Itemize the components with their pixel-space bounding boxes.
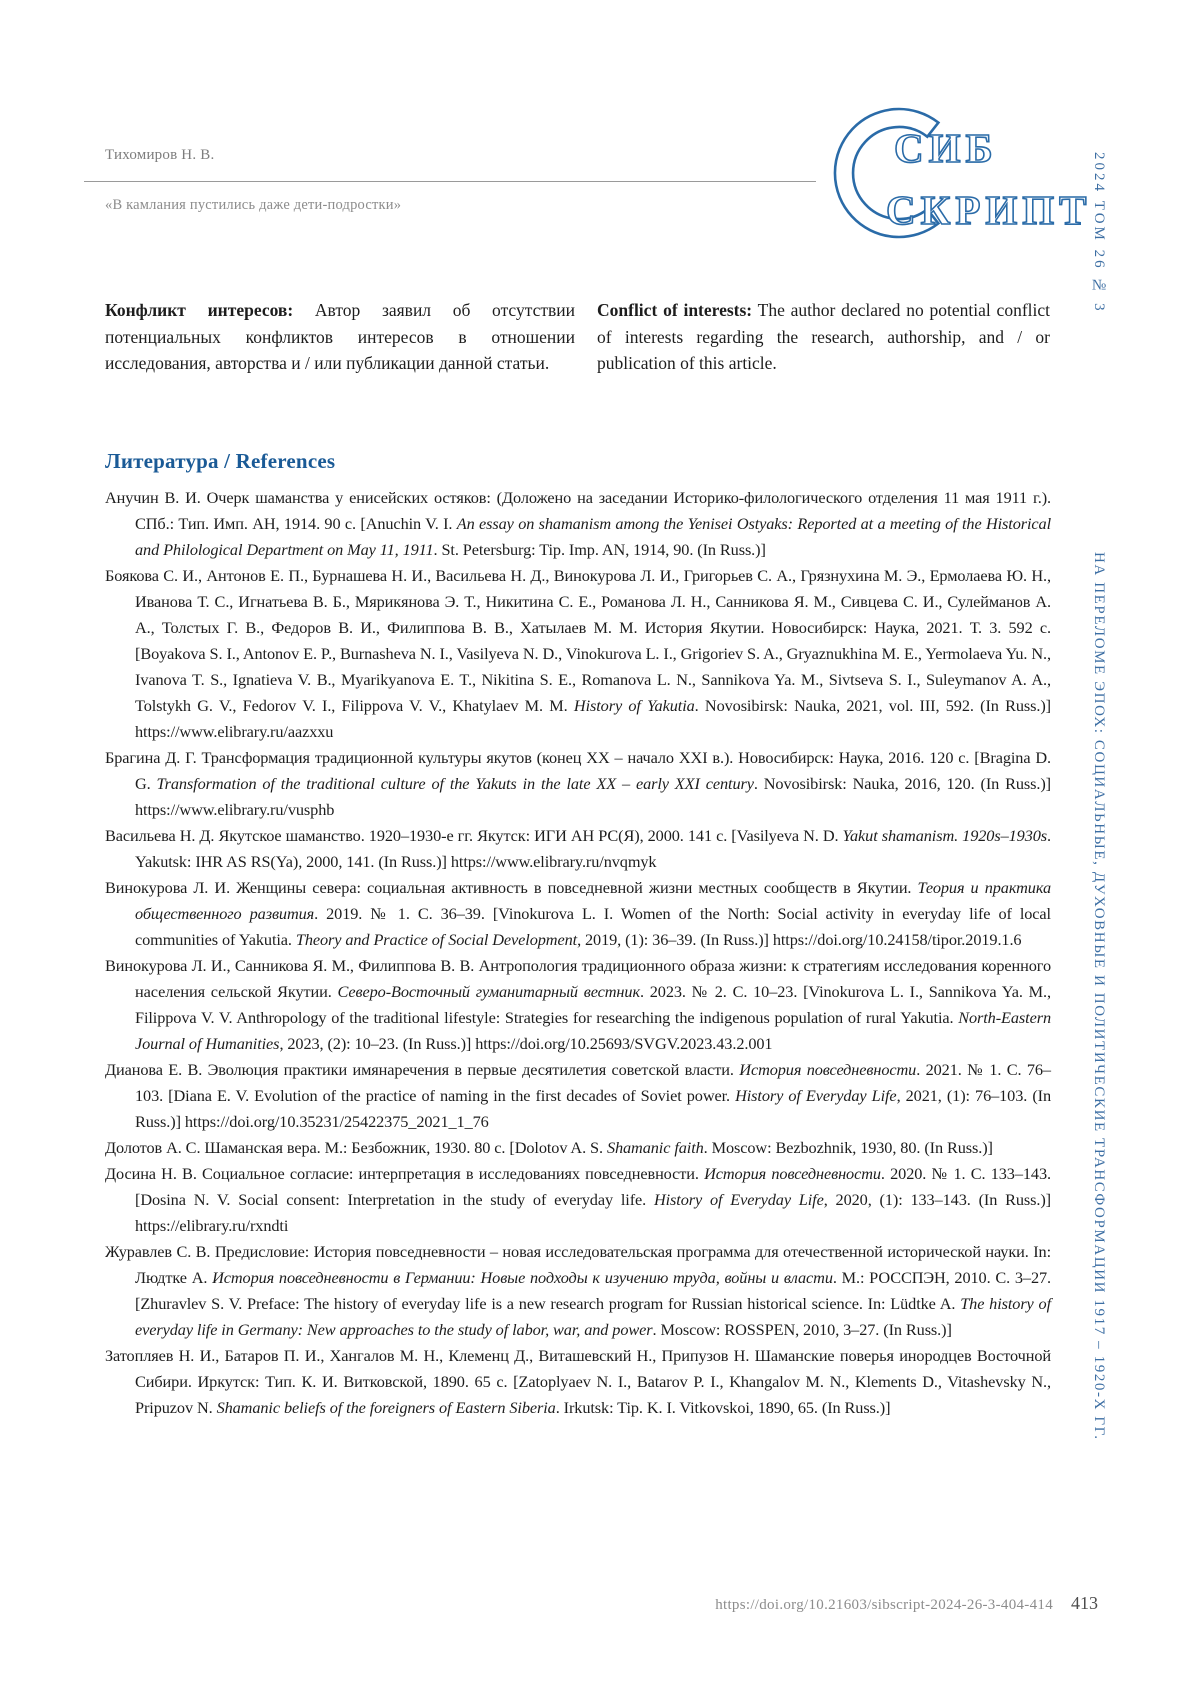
reference-item: [105, 1239, 1051, 1343]
reference-text: . Moscow: ROSSPEN, 2010, 3–27. (In Russ.)]: [652, 1320, 952, 1339]
running-head-author: Тихомиров Н. В.: [105, 147, 215, 163]
reference-title-italic: History of Yakutia: [573, 696, 695, 715]
reference-title-italic: История повседневности: [739, 1060, 917, 1079]
references-list: [105, 485, 1051, 1421]
reference-title-italic: Transformation of the traditional culture of the Yakuts in the late XX – early XXI century: [156, 774, 754, 793]
reference-title-italic: North-Eastern Journal of Humanities: [135, 1008, 1051, 1053]
reference-item: [105, 953, 1051, 1057]
reference-text: Затопляев Н. И., Батаров П. И., Хангалов М. Н., Клеменц Д., Виташевский Н., Припузов Н. Шаманские поверья инородцев Восточной Сибири. Иркутск: Тип. К. И. Витковской, 1890. 65 с. [Zatoplyaev N. I., Batarov P. I., Khangalov M. N., Klements D., Vitashevsky N., Pripuzov N.: [105, 1346, 1051, 1417]
reference-text: Винокурова Л. И. Женщины севера: социальная активность в повседневной жизни местных сообществ в Якутии.: [105, 878, 918, 897]
reference-text: . 2020. № 1. С. 133–143. [Dosina N. V. Social consent: Interpretation in the study of everyday life.: [135, 1164, 1051, 1209]
reference-item: [105, 1161, 1051, 1239]
logo-line1: СИБ: [894, 125, 998, 171]
reference-text: Васильева Н. Д. Якутское шаманство. 1920–1930-е гг. Якутск: ИГИ АН РС(Я), 2000. 141 с. [Vasilyeva N. D.: [105, 826, 843, 845]
reference-text: . Moscow: Bezbozhnik, 1930, 80. (In Russ.)]: [703, 1138, 993, 1157]
reference-title-italic: Yakut shamanism. 1920s–1930s: [842, 826, 1048, 845]
conflict-ru-label: Конфликт интересов:: [105, 300, 294, 320]
running-head-article-title: «В камлания пустились даже дети-подростки»: [105, 197, 402, 213]
conflict-en: [597, 297, 1050, 377]
reference-item: [105, 1343, 1051, 1421]
conflict-ru: [105, 297, 575, 377]
reference-text: . 2023. № 2. С. 10–23. [Vinokurova L. I., Sannikova Ya. M., Filippova V. V. Anthropology of the traditional lifestyle: Strategies for researching the indigenous population of rural Yakutia.: [135, 982, 1051, 1027]
reference-text: Боякова С. И., Антонов Е. П., Бурнашева Н. И., Васильева Н. Д., Винокурова Л. И., Григорьев С. А., Грязнухина М. Э., Ермолаева Ю. Н., Иванова Т. С., Игнатьева В. Б., Мярикянова Э. Т., Никитина С. Е., Романова Л. Н., Санникова Я. М., Сивцева С. И., Сулейманов А. А., Толстых Г. В., Федоров В. И., Филиппова В. В., Хатылаев М. М. История Якутии. Новосибирск: Наука, 2021. Т. 3. 592 с. [Boyakova S. I., Antonov E. P., Burnasheva N. I., Vasilyeva N. D., Vinokurova L. I., Grigoriev S. A., Gryaznukhina M. E., Yermolaeva Yu. N., Ivanova T. S., Ignatieva V. B., Myarikyanova E. T., Nikitina S. E., Romanova L. N., Sannikova Ya. M., Sivtseva S. I., Suleymanov A. A., Tolstykh G. V., Fedorov V. I., Filippova V. V., Khatylaev M. M.: [105, 566, 1051, 715]
reference-text: , 2021, (1): 76–103. (In Russ.)] https://doi.org/10.35231/25422375_2021_1_76: [135, 1086, 1052, 1131]
reference-item: [105, 563, 1051, 745]
reference-text: Журавлев С. В. Предисловие: История повседневности – новая исследовательская программа для отечественной исторической науки. In: Людтке А.: [105, 1242, 1051, 1287]
reference-item: [105, 875, 1051, 953]
reference-text: , 2023, (2): 10–23. (In Russ.)] https://doi.org/10.25693/SVGV.2023.43.2.001: [279, 1034, 773, 1053]
reference-title-italic: Shamanic beliefs of the foreigners of Eastern Siberia: [216, 1398, 556, 1417]
sidebar-section-label: НА ПЕРЕЛОМЕ ЭПОХ: СОЦИАЛЬНЫЕ, ДУХОВНЫЕ И ПОЛИТИЧЕСКИЕ ТРАНСФОРМАЦИИ 1917 – 1920-Х ГГ.: [1091, 552, 1107, 1441]
reference-title-italic: История повседневности в Германии: Новые подходы к изучению труда, войны и власти: [212, 1268, 833, 1287]
sibscript-logo-icon: [830, 100, 1092, 250]
reference-item: [105, 823, 1051, 875]
footer-doi: https://doi.org/10.21603/sibscript-2024-26-3-404-414: [715, 1597, 1053, 1613]
reference-text: Анучин В. И. Очерк шаманства у енисейских остяков: (Доложено на заседании Историко-филологического отделения 11 мая 1911 г.). СПб.: Тип. Имп. АН, 1914. 90 с. [Anuchin V. I.: [105, 488, 1051, 533]
reference-text: . 2019. № 1. С. 36–39. [Vinokurova L. I. Women of the North: Social activity in everyday life of local communities of Yakutia.: [135, 904, 1051, 949]
conflict-en-label: Conflict of interests:: [597, 300, 753, 320]
reference-title-italic: Северо-Восточный гуманитарный вестник: [337, 982, 640, 1001]
reference-text: . М.: РОССПЭН, 2010. С. 3–27. [Zhuravlev S. V. Preface: The history of everyday life is a new research program for Russian historical science. In: Lüdtke A.: [135, 1268, 1051, 1313]
reference-text: , 2019, (1): 36–39. (In Russ.)] https://doi.org/10.24158/tipor.2019.1.6: [577, 930, 1022, 949]
reference-text: . Yakutsk: IHR AS RS(Ya), 2000, 141. (In Russ.)] https://www.elibrary.ru/nvqmyk: [135, 826, 1051, 871]
reference-title-italic: Теория и практика общественного развития: [135, 878, 1051, 923]
reference-text: . 2021. № 1. С. 76–103. [Diana E. V. Evolution of the practice of naming in the first decades of Soviet power.: [135, 1060, 1051, 1105]
reference-text: . Novosibirsk: Nauka, 2016, 120. (In Russ.)] https://www.elibrary.ru/vusphb: [135, 774, 1051, 819]
reference-title-italic: Shamanic faith: [606, 1138, 704, 1157]
reference-text: . St. Petersburg: Tip. Imp. AN, 1914, 90. (In Russ.)]: [433, 540, 766, 559]
reference-text: Дианова Е. В. Эволюция практики имянаречения в первые десятилетия советской власти.: [105, 1060, 740, 1079]
conflict-en-text: The author declared no potential conflict of interests regarding the research, authorship, and / or publication of this article.: [597, 300, 1050, 373]
reference-title-italic: Theory and Practice of Social Development: [295, 930, 578, 949]
reference-title-italic: History of Everyday Life: [653, 1190, 824, 1209]
logo-line2: СКРИПТ: [886, 187, 1092, 233]
page-number: 413: [1071, 1593, 1098, 1613]
reference-text: . Irkutsk: Tip. K. I. Vitkovskoi, 1890, 65. (In Russ.)]: [555, 1398, 891, 1417]
header-divider: [84, 181, 816, 182]
reference-title-italic: The history of everyday life in Germany: New approaches to the study of labor, war, and power: [135, 1294, 1051, 1339]
reference-item: [105, 485, 1051, 563]
conflict-ru-text: Автор заявил об отсутствии потенциальных конфликтов интересов в отношении исследования, авторства и / или публикации данной статьи.: [105, 300, 575, 373]
reference-text: Винокурова Л. И., Санникова Я. М., Филиппова В. В. Антропология традиционного образа жизни: к стратегиям исследования коренного населения сельской Якутии.: [105, 956, 1051, 1001]
reference-text: Досина Н. В. Социальное согласие: интерпретация в исследованиях повседневности.: [105, 1164, 705, 1183]
conflict-of-interests-block: [105, 297, 1050, 377]
reference-title-italic: History of Everyday Life: [735, 1086, 897, 1105]
references-heading: Литература / References: [105, 449, 336, 473]
reference-title-italic: An essay on shamanism among the Yenisei Ostyaks: Reported at a meeting of the Historical and Philological Department on May 11, 1911: [135, 514, 1052, 559]
reference-title-italic: История повседневности: [704, 1164, 881, 1183]
reference-item: [105, 1057, 1051, 1135]
sibscript-logo: [830, 100, 1092, 250]
reference-text: , 2020, (1): 133–143. (In Russ.)] https://elibrary.ru/rxndti: [135, 1190, 1051, 1235]
reference-text: . Novosibirsk: Nauka, 2021, vol. III, 592. (In Russ.)] https://www.elibrary.ru/aazxxu: [135, 696, 1051, 741]
sidebar-issue-label: 2024 ТОМ 26 № 3: [1091, 152, 1107, 314]
reference-item: [105, 1135, 1051, 1161]
reference-item: [105, 745, 1051, 823]
reference-text: Брагина Д. Г. Трансформация традиционной культуры якутов (конец XX – начало XXI в.). Новосибирск: Наука, 2016. 120 с. [Bragina D. G.: [105, 748, 1051, 793]
reference-text: Долотов А. С. Шаманская вера. М.: Безбожник, 1930. 80 с. [Dolotov A. S.: [105, 1138, 607, 1157]
